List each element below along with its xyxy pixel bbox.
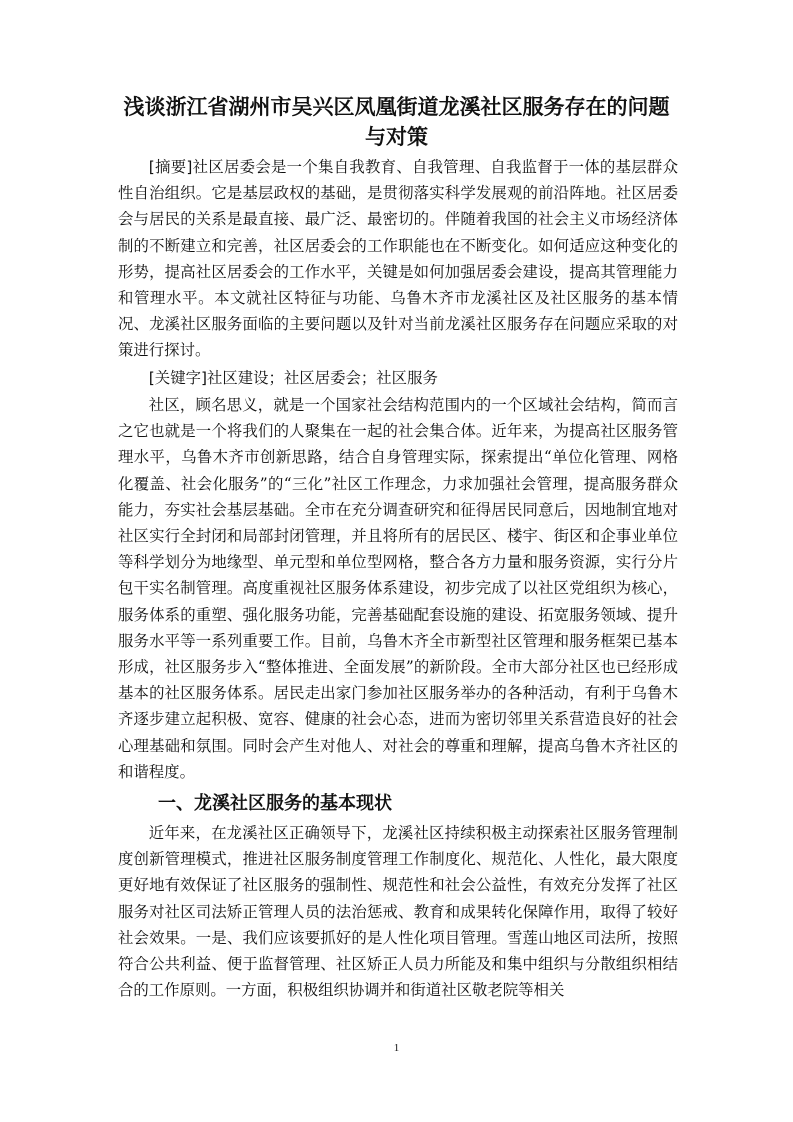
abstract-label: [摘要] [148,158,193,176]
keywords-paragraph [118,365,678,391]
section-heading: 一、龙溪社区服务的基本现状 [158,793,392,814]
document-title: 浅谈浙江省湖州市吴兴区凤凰街道龙溪社区服务存在的问题与对策 [123,95,670,149]
abstract-paragraph [118,154,678,364]
section-paragraph: 近年来，在龙溪社区正确领导下，龙溪社区持续积极主动探索社区服务管理制度创新管理模式，推进社区服务制度管理工作制度化、规范化、人性化，最大限度更好地有效保证了社区服务的强制性、规范性和社会公益性，有效充分发挥了社区服务对社区司法矫正管理人员的法治惩戒、教育和成果转化保障作用，取得了较好社会效果。一是、我们应该要抓好的是人性化项目管理。雪莲山地区司法所，按照符合公共利益、便于监督管理、社区矫正人员力所能及和集中组织与分散组织相结合的工作原则。一方面，积极组织协调并和街道社区敬老院等相关 [118,824,678,1000]
intro-paragraph: 社区，顾名思义，就是一个国家社会结构范围内的一个区域社会结构，简而言之它也就是一个将我们的人聚集在一起的社会集合体。近年来，为提高社区服务管理水平，乌鲁木齐市创新思路，结合自身管理实际，探索提出“单位化管理、网格化覆盖、社会化服务”的“三化”社区工作理念，力求加强社会管理，提高服务群众能力，夯实社会基层基础。全市在充分调查研究和征得居民同意后，因地制宜地对社区实行全封闭和局部封闭管理，并且将所有的居民区、楼宇、街区和企事业单位等科学划分为地缘型、单元型和单位型网格，整合各方力量和服务资源，实行分片包干实名制管理。高度重视社区服务体系建设，初步完成了以社区党组织为核心，服务体系的重塑、强化服务功能，完善基础配套设施的建设、拓宽服务领域、提升服务水平等一系列重要工作。目前，乌鲁木齐全市新型社区管理和服务框架已基本形成，社区服务步入“整体推进、全面发展”的新阶段。全市大部分社区也已经形成基本的社区服务体系。居民走出家门参加社区服务举办的各种活动，有利于乌鲁木齐逐步建立起积极、宽容、健康的社会心态，进而为密切邻里关系营造良好的社会心理基础和氛围。同时会产生对他人、对社会的尊重和理解，提高乌鲁木齐社区的和谐程度。 [118,396,678,781]
page-number: 1 [393,1042,400,1054]
abstract-text: 社区居委会是一个集自我教育、自我管理、自我监督于一体的基层群众性自治组织。它是基层政权的基础，是贯彻落实科学发展观的前沿阵地。社区居委会与居民的关系是最直接、最广泛、最密切的。伴随着我国的社会主义市场经济体制的不断建立和完善，社区居委会的工作职能也在不断变化。如何适应这种变化的形势，提高社区居委会的工作水平，关键是如何加强居委会建设，提高其管理能力和管理水平。本文就社区特征与功能、乌鲁木齐市龙溪社区及社区服务的基本情况、龙溪社区服务面临的主要问题以及针对当前龙溪社区服务存在问题应采取的对策进行探讨。 [118,158,678,360]
keywords-label: [关键字] [148,369,207,387]
keywords-text: 社区建设；社区居委会；社区服务 [206,369,438,387]
